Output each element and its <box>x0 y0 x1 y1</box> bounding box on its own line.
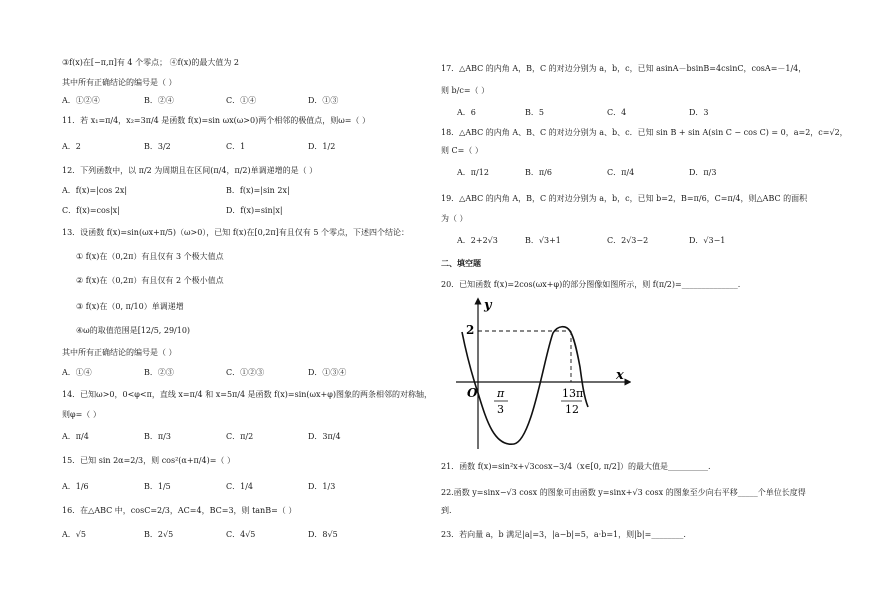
q16-option-a[interactable]: A．√5 <box>62 530 86 539</box>
x-axis-label: x <box>616 368 624 383</box>
q19-option-a[interactable]: A．2+2√3 <box>457 236 498 245</box>
q14-option-a[interactable]: A．π/4 <box>62 432 89 441</box>
q18-option-b[interactable]: B．π/6 <box>525 168 552 177</box>
q11-option-d[interactable]: D．1/2 <box>308 142 336 151</box>
q12-option-d[interactable]: D．f(x)=sin|x| <box>226 206 283 215</box>
q18-option-c[interactable]: C．π/4 <box>607 168 635 177</box>
q13-prompt: 其中所有正确结论的编号是（ ） <box>62 348 177 357</box>
q14-option-d[interactable]: D．3π/4 <box>308 432 341 441</box>
q10-option-a[interactable]: A．①②④ <box>62 96 100 105</box>
cosine-curve <box>462 327 588 444</box>
q19-stem-2: 为（ ） <box>441 214 468 223</box>
q18-stem-2: 则 C=（ ） <box>441 146 483 155</box>
tick-13pi-over-12-denominator: 12 <box>565 403 579 416</box>
q13-item-2: ② f(x)在（0,2π）有且仅有 2 个极小值点 <box>76 276 224 285</box>
q14-option-b[interactable]: B．π/3 <box>144 432 171 441</box>
q11-stem: 11．若 x₁=π/4，x₂=3π/4 是函数 f(x)=sin ωx(ω>0)两个相邻的极值点，则ω=（ ） <box>62 116 370 125</box>
q15-option-d[interactable]: D．1/3 <box>308 482 336 491</box>
q17-option-a[interactable]: A．6 <box>457 108 476 117</box>
q14-stem: 14．已知ω>0，0<φ<π，直线 x=π/4 和 x=5π/4 是函数 f(x)=sin(ωx+φ)图象的两条相邻的对称轴， <box>62 390 432 399</box>
q10-tail: ③f(x)在[−π,π]有 4 个零点； ④f(x)的最大值为 2 <box>62 58 239 67</box>
q10-option-c[interactable]: C．①④ <box>226 96 257 105</box>
q15-option-a[interactable]: A．1/6 <box>62 482 89 491</box>
q11-option-a[interactable]: A．2 <box>62 142 81 151</box>
tick-13pi-over-12-numerator: 13π <box>562 387 584 400</box>
q16-stem: 16．在△ABC 中，cosC=2/3，AC=4，BC=3，则 tanB=（ ） <box>62 506 297 515</box>
q17-stem: 17．△ABC 的内角 A，B，C 的对边分别为 a，b，c，已知 asinA－bsinB=4csinC，cosA=－1/4， <box>441 64 807 73</box>
q19-option-d[interactable]: D．√3−1 <box>689 236 726 245</box>
q13-stem: 13．设函数 f(x)=sin(ωx+π/5)（ω>0），已知 f(x)在[0,2π]有且仅有 5 个零点，下述四个结论： <box>62 228 409 237</box>
q13-item-3: ③ f(x)在（0, π/10）单调递增 <box>76 302 184 311</box>
q21-stem: 21．函数 f(x)=sin²x+√3cosx−3/4（x∈[0, π/2]）的最大值是__________. <box>441 462 711 471</box>
q13-option-a[interactable]: A．①④ <box>62 368 92 377</box>
peak-value-label: 2 <box>466 323 475 337</box>
q17-stem-2: 则 b/c=（ ） <box>441 86 490 95</box>
q12-stem: 12．下列函数中，以 π/2 为周期且在区间(π/4，π/2)单调递增的是（ ） <box>62 166 318 175</box>
q22-stem: 22.函数 y=sinx−√3 cosx 的图象可由函数 y=sinx+√3 cosx 的图象至少向右平移_____个单位长度得 <box>441 488 806 497</box>
q17-option-b[interactable]: B．5 <box>525 108 544 117</box>
q12-option-b[interactable]: B．f(x)=|sin 2x| <box>226 186 290 195</box>
origin-label: O <box>467 386 478 400</box>
q16-option-b[interactable]: B．2√5 <box>144 530 174 539</box>
q19-option-c[interactable]: C．2√3−2 <box>607 236 649 245</box>
q13-option-b[interactable]: B．②③ <box>144 368 174 377</box>
q20-stem: 20．已知函数 f(x)=2cos(ωx+φ)的部分图像如图所示，则 f(π/2)=______________. <box>441 280 741 289</box>
q10-option-b[interactable]: B．②④ <box>144 96 174 105</box>
q11-option-b[interactable]: B．3/2 <box>144 142 171 151</box>
q15-option-b[interactable]: B．1/5 <box>144 482 171 491</box>
q20-graph <box>456 297 631 449</box>
q13-item-4: ④ω的取值范围是[12/5, 29/10) <box>76 326 191 335</box>
q17-option-c[interactable]: C．4 <box>607 108 627 117</box>
q18-option-a[interactable]: A．π/12 <box>457 168 489 177</box>
q13-option-c[interactable]: C．①②③ <box>226 368 265 377</box>
tick-pi-over-3-denominator: 3 <box>497 403 504 416</box>
q12-option-c[interactable]: C．f(x)=cos|x| <box>62 206 120 215</box>
q16-option-c[interactable]: C．4√5 <box>226 530 256 539</box>
q12-option-a[interactable]: A．f(x)=|cos 2x| <box>62 186 128 195</box>
q11-option-c[interactable]: C．1 <box>226 142 246 151</box>
q15-option-c[interactable]: C．1/4 <box>226 482 253 491</box>
q14-stem-2: 则φ=（ ） <box>62 410 101 419</box>
q18-option-d[interactable]: D．π/3 <box>689 168 717 177</box>
section-fill-in-title: 二、填空题 <box>441 258 481 268</box>
q18-stem: 18．△ABC 的内角 A、B、C 的对边分别为 a、b、c．已知 sin B + sin A(sin C − cos C) = 0，a=2，c=√2， <box>441 128 848 137</box>
q16-option-d[interactable]: D．8√5 <box>308 530 338 539</box>
q23-stem: 23．若向量 a，b 满足|a|=3，|a−b|=5，a·b=1，则|b|=________. <box>441 530 686 539</box>
y-axis-label: y <box>484 298 492 313</box>
q13-item-1: ① f(x)在（0,2π）有且仅有 3 个极大值点 <box>76 252 224 261</box>
q10-prompt: 其中所有正确结论的编号是（ ） <box>62 78 177 87</box>
q19-stem: 19．△ABC 的内角 A，B，C 的对边分别为 a，b，c，已知 b=2，B=π/6，C=π/4，则△ABC 的面积 <box>441 194 808 203</box>
q17-option-d[interactable]: D．3 <box>689 108 709 117</box>
q13-option-d[interactable]: D．①③④ <box>308 368 347 377</box>
q10-option-d[interactable]: D．①③ <box>308 96 339 105</box>
q22-stem-2: 到. <box>441 506 452 515</box>
q15-stem: 15．已知 sin 2α=2/3，则 cos²(α+π/4)=（ ） <box>62 456 235 465</box>
tick-pi-over-3-numerator: π <box>497 387 505 400</box>
q19-option-b[interactable]: B．√3+1 <box>525 236 561 245</box>
q14-option-c[interactable]: C．π/2 <box>226 432 254 441</box>
